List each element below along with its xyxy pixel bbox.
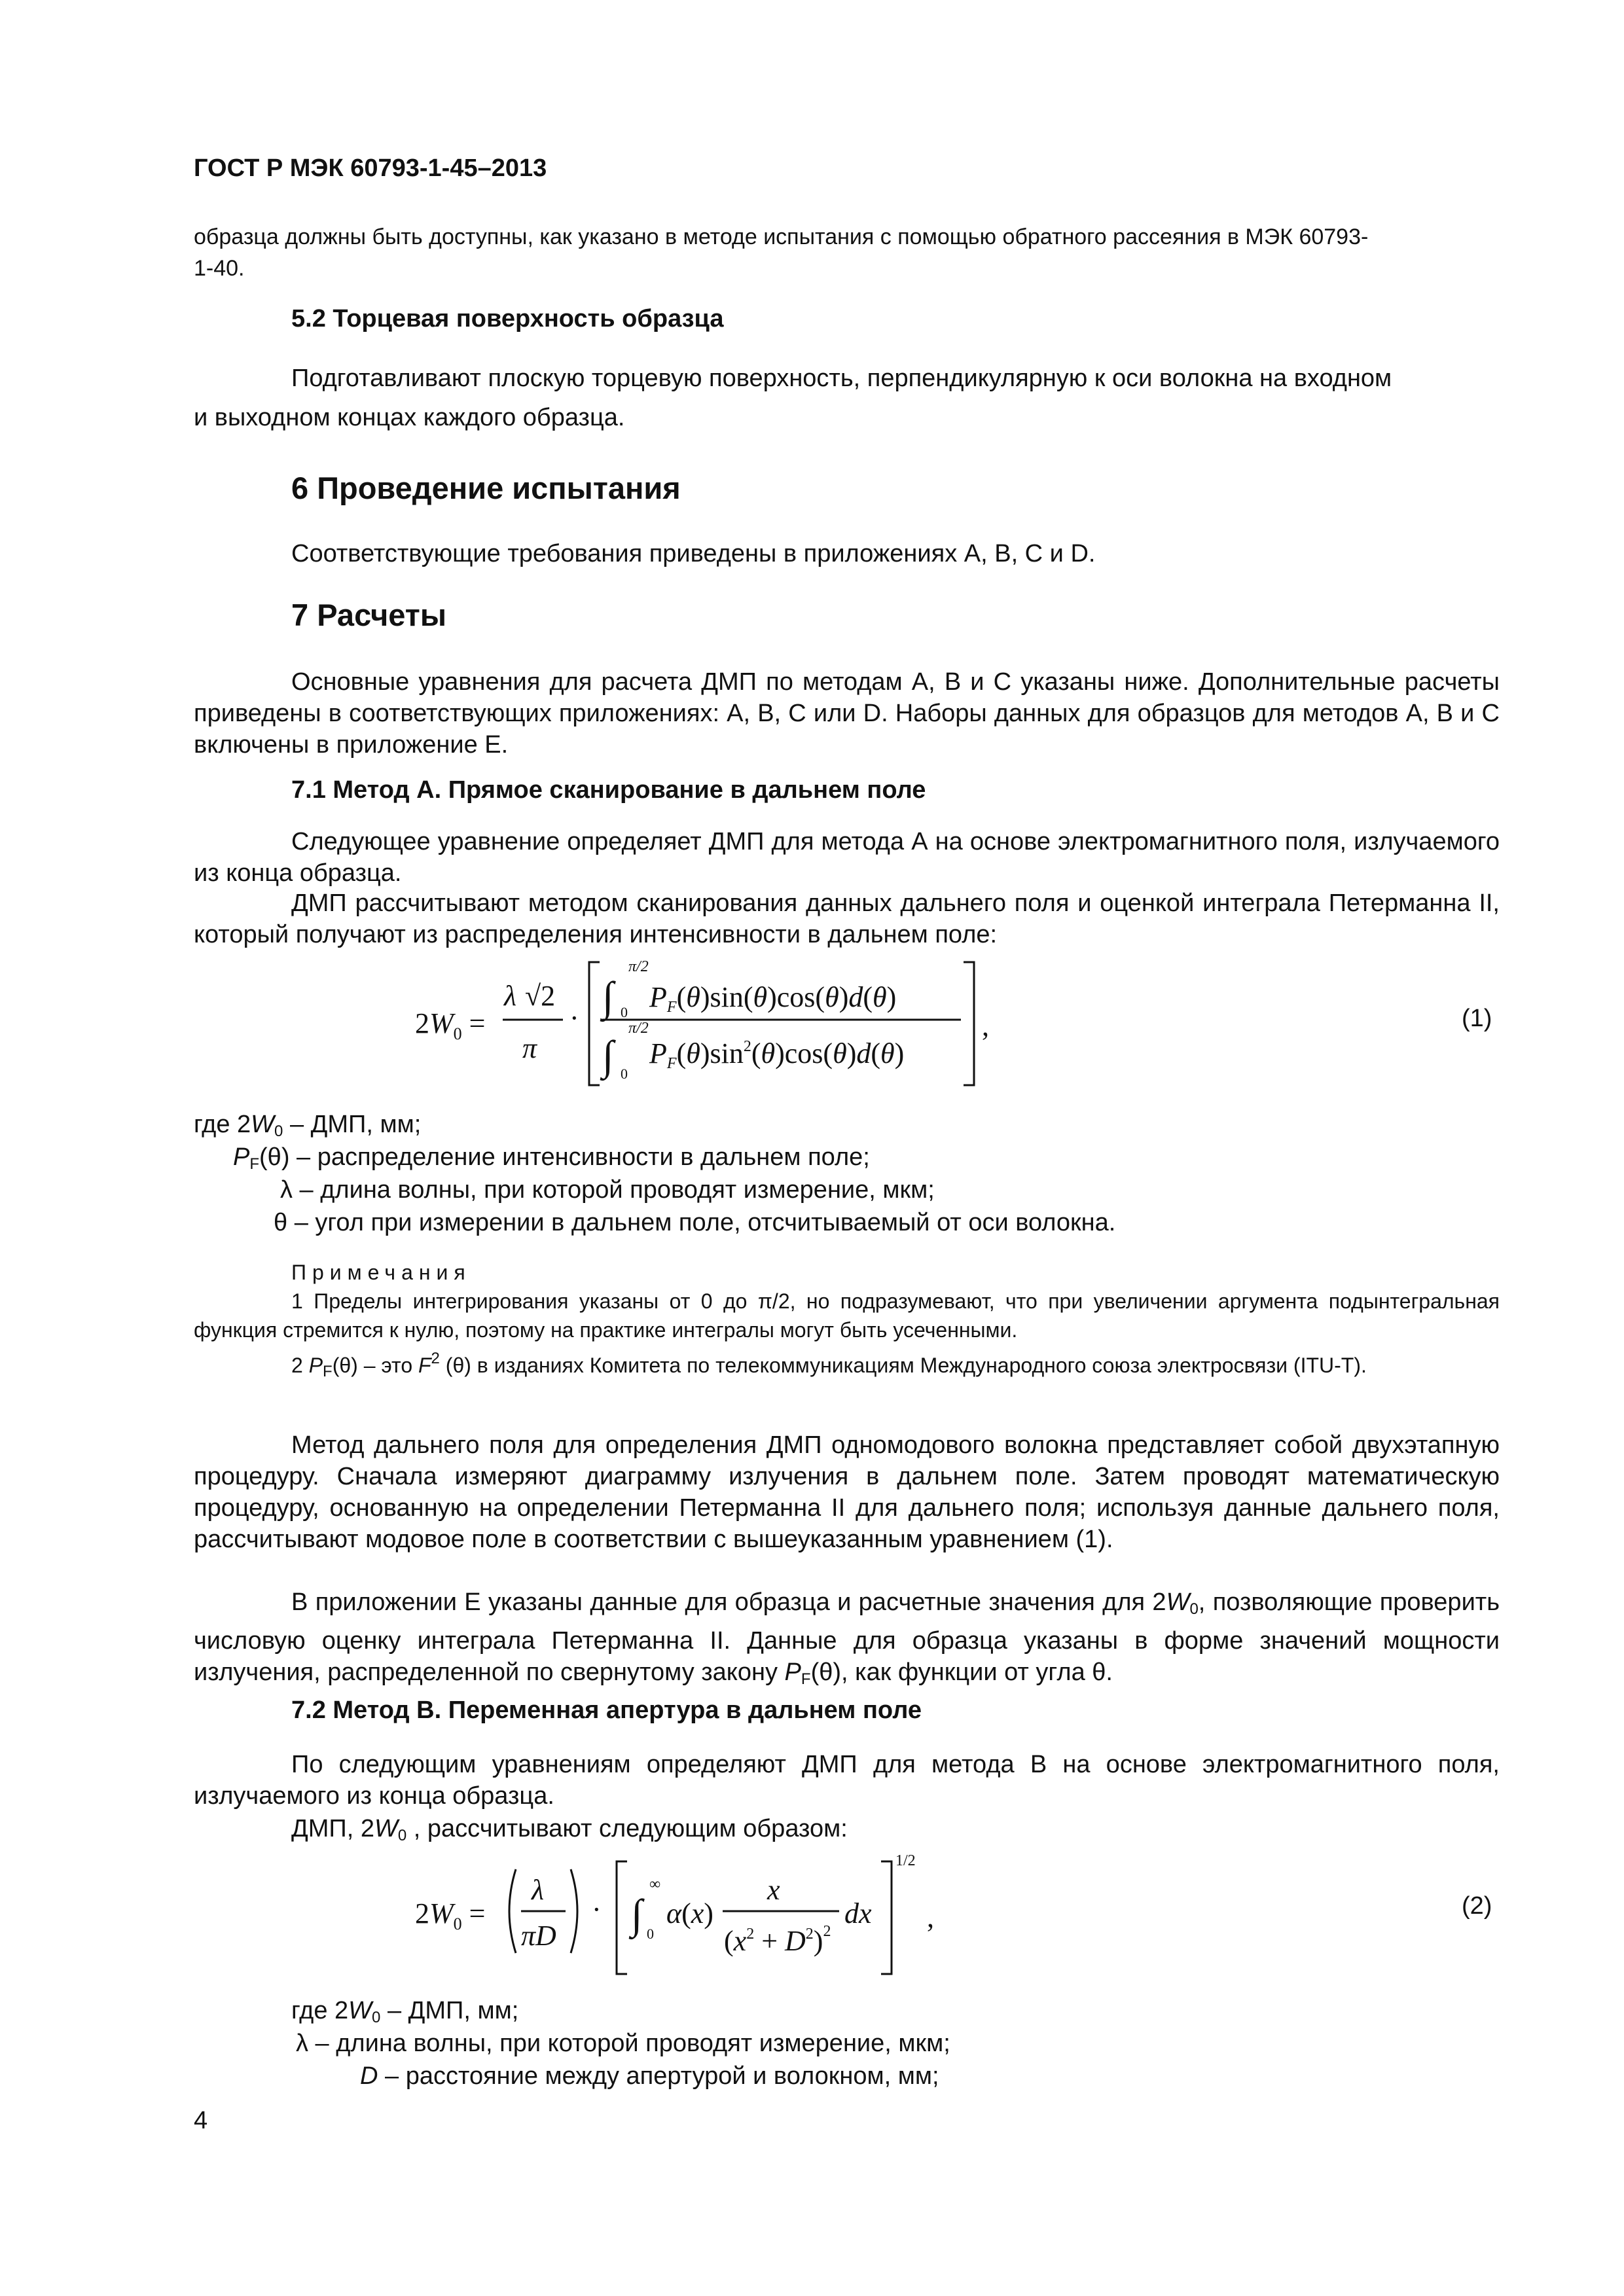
- where-w0: где $2W_0$ – ДМП, мм;: [194, 1111, 422, 1140]
- section-5-2-line-1: Подготавливают плоскую торцевую поверхность, перпендикулярную к оси волокна на входном: [291, 365, 1392, 392]
- svg-text:∫: ∫: [602, 973, 614, 1020]
- section-7-text: Основные уравнения для расчета ДМП по методам А, В и С указаны ниже. Дополнительные расчеты приведены в соответствующих приложениях: А, В, С или D. Наборы данных для образцов для методов А, В и С включены в приложение Е.: [194, 668, 1500, 759]
- where-2-w0: где $2W_0$ – ДМП, мм;: [291, 1997, 519, 2026]
- svg-text:,: ,: [927, 1901, 934, 1933]
- where-2-d: D – расстояние между апертурой и волокном, мм;: [360, 2062, 939, 2090]
- section-7-title: 7 Расчеты: [291, 598, 446, 632]
- svg-text:0: 0: [621, 1066, 628, 1082]
- svg-text:∞: ∞: [649, 1876, 661, 1893]
- section-7-1-para-3: Метод дальнего поля для определения ДМП одномодового волокна представляет собой двухэтапную процедуру. Сначала измеряют диаграмму излучения в дальнем поле. Затем проводят математическую процедуру, основанную на определении Петерманна II для дальнего поля; используя данные дальнего поля, рассчитывают модовое поле в соответствии с вышеуказанным уравнением (1).: [194, 1431, 1500, 1553]
- equation-1: [406, 948, 1060, 1098]
- svg-text:PF(θ)sin(θ)cos(θ)d(θ): PF(θ)sin(θ)cos(θ)d(θ): [649, 981, 897, 1016]
- section-6-title: 6 Проведение испытания: [291, 471, 681, 505]
- svg-text:0: 0: [647, 1926, 654, 1942]
- equation-2: [406, 1846, 1008, 1983]
- intro-line-1: образца должны быть доступны, как указано в методе испытания с помощью обратного рассеяния в МЭК 60793-: [194, 224, 1369, 249]
- equation-1-number: (1): [1462, 1005, 1492, 1032]
- svg-text:·: ·: [569, 1002, 579, 1034]
- section-7-1-para-4: В приложении Е указаны данные для образца и расчетные значения для $2W_0$, позволяющие проверить числовую оценку интеграла Петерманна II. Данные для образца указаны в форме значений мощности излучения, распределенной по свернутому закону $P_F(\theta)$, как функции от угла θ.: [194, 1588, 1500, 1688]
- svg-text:dx: dx: [844, 1897, 872, 1929]
- section-7-1-para-1: Следующее уравнение определяет ДМП для метода А на основе электромагнитного поля, излучаемого из конца образца.: [194, 828, 1500, 887]
- svg-text:PF(θ)sin2(θ)cos(θ)d(θ): $PF(\theta)\sin^2(\theta)\cos(\theta)d(\theta)$: [649, 1037, 905, 1072]
- svg-text:∫: ∫: [602, 1032, 614, 1079]
- section-7-2-para-1: По следующим уравнениям определяют ДМП для метода В на основе электромагнитного поля, излучаемого из конца образца.: [194, 1751, 1500, 1810]
- svg-text:λ: λ: [504, 980, 517, 1012]
- page-number: 4: [194, 2107, 208, 2134]
- svg-text:0: 0: [621, 1004, 628, 1020]
- notes-heading: Примечания: [291, 1261, 471, 1284]
- intro-paragraph: [194, 221, 1500, 284]
- svg-text:π/2: π/2: [628, 1020, 649, 1037]
- svg-text:π: π: [522, 1032, 537, 1064]
- svg-text:·: ·: [592, 1893, 602, 1926]
- section-7-1-title: 7.1 Метод А. Прямое сканирование в дальнем поле: [291, 776, 926, 804]
- svg-text:,: ,: [982, 1010, 989, 1042]
- svg-text:πD: πD: [521, 1920, 556, 1952]
- note-1: 1 Пределы интегрирования указаны от 0 до π/2, но подразумевают, что при увеличении аргумента подынтегральная функция стремится к нулю, поэтому на практике интегралы могут быть усеченными.: [194, 1289, 1500, 1342]
- equation-2-number: (2): [1462, 1892, 1492, 1920]
- svg-text:λ: λ: [532, 1874, 545, 1906]
- intro-line-2: 1-40.: [194, 256, 245, 281]
- svg-text:π/2: π/2: [628, 958, 649, 975]
- where-lambda: λ – длина волны, при которой проводят измерение, мкм;: [280, 1176, 935, 1204]
- where-pf: $P_F(\theta)$ – распределение интенсивности в дальнем поле;: [233, 1143, 870, 1173]
- svg-text:∫: ∫: [631, 1891, 643, 1937]
- where-theta: θ – угол при измерении в дальнем поле, отсчитываемый от оси волокна.: [274, 1209, 1116, 1236]
- where-2-lambda: λ – длина волны, при которой проводят измерение, мкм;: [296, 2030, 950, 2057]
- section-6-text: Соответствующие требования приведены в приложениях А, В, С и D.: [291, 540, 1096, 567]
- section-5-2-title: 5.2 Торцевая поверхность образца: [291, 305, 724, 332]
- svg-text:(x2 + D2)2: $(x^2 + D^2)^2$: [724, 1923, 831, 1957]
- svg-text:2W0 =: $2W_0$ =: [415, 1007, 486, 1043]
- svg-text:1/2: 1/2: [895, 1852, 916, 1869]
- svg-text:α(x): α(x): [666, 1897, 713, 1929]
- svg-text:√2: √2: [525, 980, 556, 1012]
- section-5-2-text: [194, 359, 1500, 437]
- document-header: ГОСТ Р МЭК 60793-1-45–2013: [194, 154, 547, 182]
- section-7-1-para-2: ДМП рассчитывают методом сканирования данных дальнего поля и оценкой интеграла Петерманна II, который получают из распределения интенсивности в дальнем поле:: [194, 889, 1500, 948]
- svg-text:2W0 =: $2W_0$ =: [415, 1897, 486, 1933]
- section-5-2-line-2: и выходном концах каждого образца.: [194, 404, 625, 431]
- section-7-2-para-2: ДМП, $2W_0$ , рассчитывают следующим образом:: [291, 1815, 848, 1844]
- svg-text:x: x: [767, 1874, 780, 1906]
- note-2: 2 $P_F(\theta)$ – это $F^2$ (θ) в изданиях Комитета по телекоммуникациям Международного союза электросвязи (ITU-T).: [291, 1350, 1367, 1380]
- section-7-2-title: 7.2 Метод В. Переменная апертура в дальнем поле: [291, 1696, 922, 1724]
